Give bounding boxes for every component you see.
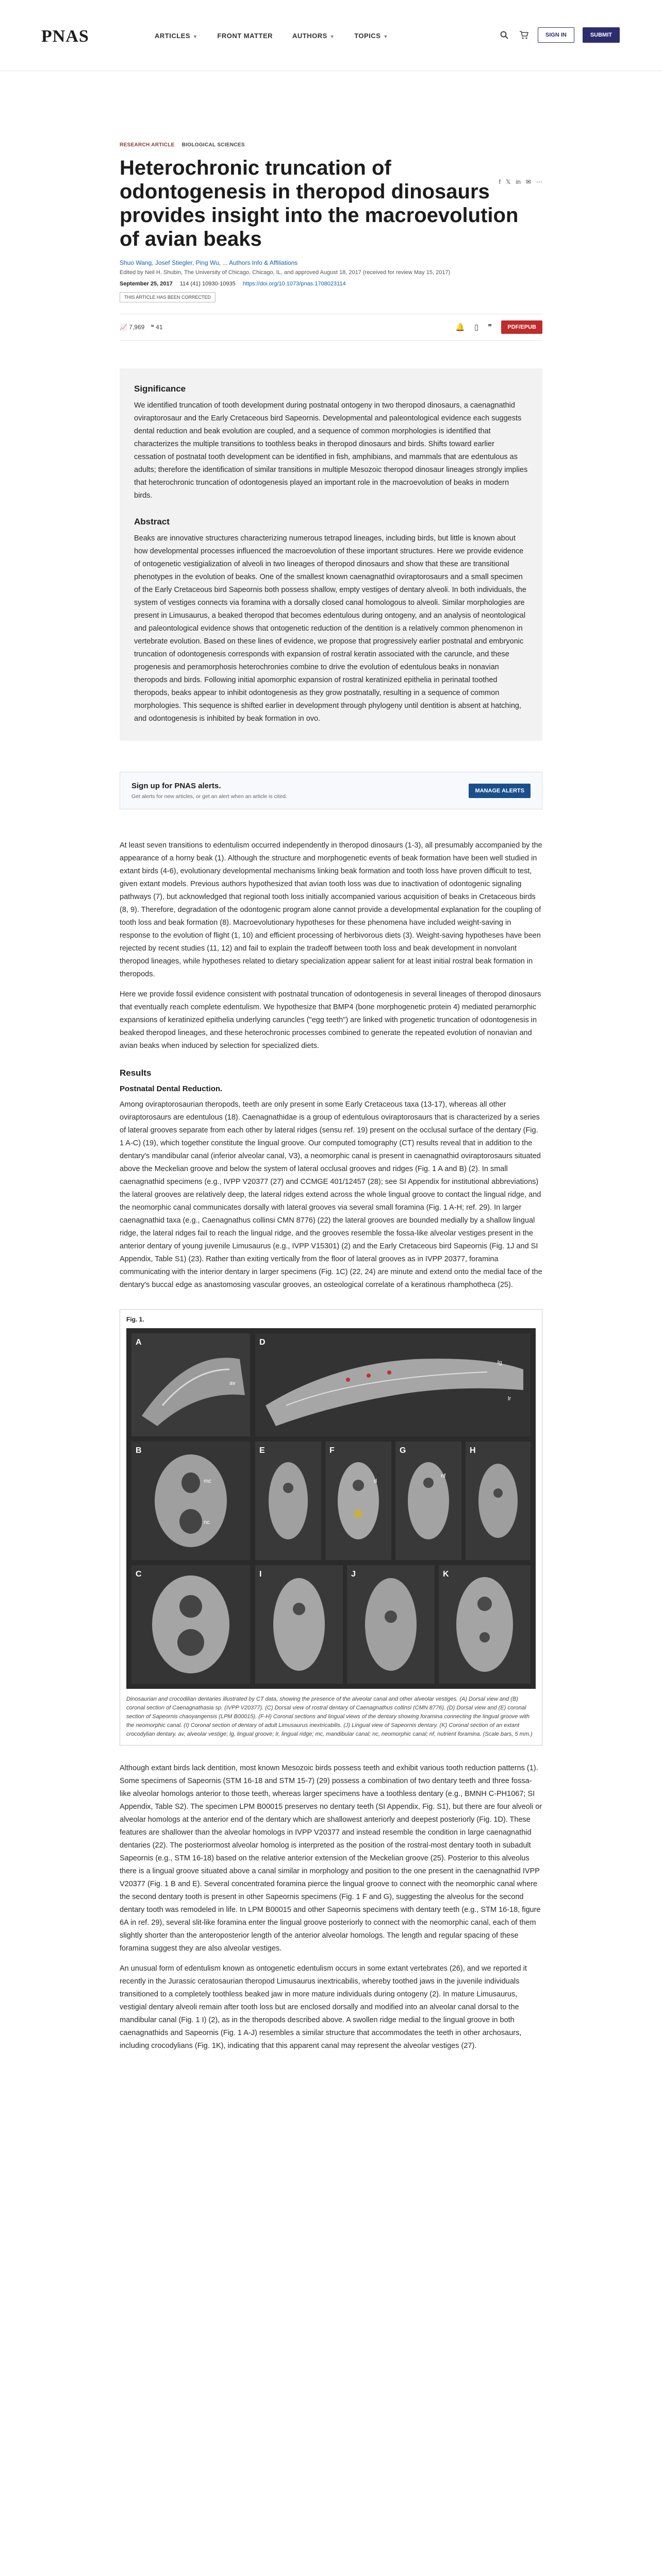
manage-alerts-button[interactable]: MANAGE ALERTS	[469, 784, 531, 798]
linkedin-icon[interactable]: in	[516, 178, 521, 185]
panel-letter-f: F	[329, 1446, 335, 1455]
chevron-down-icon: ▼	[383, 34, 388, 39]
panel-letter-c: C	[136, 1570, 142, 1579]
subsection-heading: Postnatal Dental Reduction.	[120, 1084, 223, 1093]
share-icon[interactable]: ⋯	[536, 178, 542, 185]
annotation-lg: lg	[498, 1360, 502, 1366]
article-body	[120, 839, 542, 2053]
alerts-signup	[120, 772, 542, 809]
stats-bar	[120, 314, 542, 341]
publication-line	[120, 281, 542, 287]
figure-1	[120, 1309, 542, 1745]
article-meta	[120, 142, 542, 148]
panel-letter-b: B	[136, 1446, 142, 1455]
cite-count: 41	[156, 324, 163, 331]
submit-button[interactable]: SUBMIT	[583, 27, 620, 43]
annotation-av: av	[229, 1380, 236, 1386]
volume-pages: 114 (41) 10930-10935	[179, 281, 236, 287]
article-title: Heterochronic truncation of odontogenesis in theropod dinosaurs provides insight into the macroevolution of avian beaks	[120, 157, 519, 250]
site-header	[0, 0, 662, 71]
twitter-icon[interactable]: 𝕏	[505, 178, 511, 185]
doi-link[interactable]: https://doi.org/10.1073/pnas.1708023114	[242, 281, 346, 287]
significance-heading: Significance	[134, 384, 186, 394]
alerts-subtitle: Get alerts for new articles, or get an alert when an article is cited.	[131, 793, 287, 800]
annotation-d: d	[374, 1478, 377, 1484]
views-count-wrap[interactable]	[120, 324, 144, 331]
panel-letter-j: J	[351, 1570, 356, 1579]
panel-letter-d: D	[259, 1338, 266, 1347]
nav-topics-label: TOPICS	[354, 32, 381, 40]
results-heading: Results	[120, 1068, 152, 1078]
chevron-down-icon: ▼	[193, 34, 198, 39]
header-actions	[499, 27, 620, 43]
bell-icon[interactable]: 🔔	[455, 323, 466, 332]
figure-image[interactable]	[126, 1328, 536, 1689]
significance-text: We identified truncation of tooth development during postnatal ontogeny in two theropod dinosaurs, a caenagnathid oviraptorosaur and the Early Cretaceous bird Sapeornis. Developmental and paleontological evidence each suggests dental reduction and beak evolution are coupled, and a sequence of common morphologies is identified that characterizes the multiple transitions to toothless beaks in theropod dinosaurs and birds. Shifts toward earlier cessation of postnatal tooth development can be identified in fish, amphibians, and mammals that are edentulous as adults; therefore the identification of similar transitions in multiple Mesozoic theropod dinosaur lineages strongly implies that heterochronic truncation of odontogenesis played an important role in the macroevolution of beaks in modern birds.	[134, 401, 528, 500]
pdf-button[interactable]: PDF/EPUB	[501, 320, 542, 334]
panel-letter-i: I	[259, 1570, 262, 1579]
article	[120, 71, 542, 2053]
article-section[interactable]: BIOLOGICAL SCIENCES	[181, 142, 245, 148]
annotation-nc: nc	[204, 1519, 210, 1526]
alerts-title: Sign up for PNAS alerts.	[131, 782, 221, 790]
quote-cite-icon[interactable]: ❞	[488, 323, 492, 332]
abstract-text: Beaks are innovative structures characterizing numerous tetrapod lineages, including birds, but little is known about how developmental processes influenced the macroevolution of these important structures. Here we provide evidence of ontogenetic vestigialization of alveoli in two lineages of theropod dinosaurs and show that these are transitional phenotypes in the evolution of beaks. One of the smallest known caenagnathid oviraptorosaurs and a small specimen of the Early Cretaceous bird Sapeornis both possess shallow, empty vestiges of dentary alveoli. In both individuals, the system of vestiges connects via foramina with a dorsally closed canal homologous to alveoli. Similar morphologies are present in Limusaurus, a beaked theropod that becomes edentulous during ontogeny, and an analysis of neontological and paleontological evidence shows that ontogenetic reduction of the dentition is a relatively common phenomenon in vertebrate evolution. Based on these lines of evidence, we propose that progressively earlier postnatal and embryonic truncation of odontogenesis corresponds with expansion of rostral keratin associated with the caruncle, and these progenesis and peramorphosis heterochronies combine to drive the evolution of edentulous beaks in nonavian theropods and birds. Following initial apomorphic expansion of rostral keratinized epithelia in perinatal toothed theropods, beaks appear to inhibit odontogenesis as they grow postnatally, resulting in a sequence of common morphologies. This sequence is shifted earlier in development through phylogeny until dentition is absent at hatching, and odontogenesis is inhibited by beak formation in ovo.	[134, 534, 526, 723]
nav-topics[interactable]	[354, 32, 388, 40]
pnas-logo[interactable]: PNAS	[41, 27, 89, 46]
cart-icon[interactable]	[518, 29, 529, 41]
main-nav	[155, 32, 388, 40]
panel-letter-e: E	[259, 1446, 265, 1455]
panel-letter-g: G	[400, 1446, 406, 1455]
nav-authors[interactable]	[292, 32, 335, 40]
search-icon[interactable]	[499, 29, 510, 41]
edited-by: Edited by Neil H. Shubin, The University of Chicago, Chicago, IL, and approved August 18, 2017 (received for review May 15, 2017)	[120, 269, 451, 276]
share-icons	[499, 178, 542, 185]
nav-articles[interactable]	[155, 32, 197, 40]
article-type[interactable]: RESEARCH ARTICLE	[120, 142, 175, 148]
figure-svg	[126, 1328, 536, 1689]
publication-date: September 25, 2017	[120, 281, 173, 287]
body-paragraph: An unusual form of edentulism known as ontogenetic edentulism occurs in some extant vertebrates (26), and we reported it recently in the Jurassic ceratosaurian theropod Limusaurus inextricabilis, whereby toothed jaws in the juvenile individuals transitioned to a completely toothless beaked jaw in more mature individuals during ontogeny (2). In mature Limusaurus, vestigial dentary alveoli remain after tooth loss but are enclosed dorsally and modified into an alveolar canal dorsal to the mandibular canal (Fig. 1 I) (2), as in the theropods described above. A swollen ridge medial to the lingual groove in both caenagnathids and Sapeornis (Fig. 1 A-J) resembles a similar structure that accommodates the teeth in other archosaurs, including crocodylians (Fig. 1K), indicating that this apparent canal may represent the alveolar vestiges (27).	[120, 1964, 527, 2050]
sign-in-button[interactable]: SIGN IN	[538, 27, 574, 43]
body-paragraph: Among oviraptorosaurian theropods, teeth are only present in some Early Cretaceous taxa (13-17), whereas all other oviraptorosaurs are edentulous (18). Caenagnathidae is a group of edentulous oviraptorosaurs that is characterized by a series of lateral grooves separate from each other by lateral ridges (sensu ref. 19) present on the occlusal surface of the dentary (Fig. 1 A-C) (19), which together constitute the lingual groove. Our computed tomography (CT) results reveal that in addition to the dentary's mandibular canal (inferior alveolar canal, V3), a neomorphic canal is present in caenagnathid oviraptorosaurs situated above the Meckelian groove and below the system of lateral occlusal grooves and ridges (Fig. 1 A and B) (2). In small caenagnathid specimens (e.g., IVPP V20377 (27) and CCMGE 401/12457 (28); see SI Appendix for institutional abbreviations) the lateral grooves are relatively deep, the lateral ridges extend across the whole lingual groove to contact the lingual ridge, and the neomorphic canal communicates dorsally with lateral grooves via several small foramina (Fig. 1 A-H; ref. 29). In larger caenagnathid taxa (e.g., Caenagnathus collinsi CMN 8776) (22) the lateral grooves are bounded medially by a shallow lingual ridge, the lateral ridges fail to reach the lingual ridge, and the grooves resemble the fossa-like alveolar vestiges present in the anterior dentary of young juvenile Limusaurus (e.g., IVPP V15301) (2) and the Early Cretaceous bird Sapeornis (Fig. 1J and SI Appendix, Table S1) (23). Rather than exiting vertically from the floor of lateral grooves as in IVPP 20377, foramina communicating with the interior dentary in larger specimens (Fig. 1C) (22, 24) are minute and extend onto the medial face of the dentary's buccal edge as anastomosing vascular grooves, an osteological correlate of a keratinous rhamphotheca (25).	[120, 1100, 542, 1289]
annotation-lr: lr	[508, 1396, 511, 1402]
body-paragraph: At least seven transitions to edentulism occurred independently in theropod dinosaurs (1-3), all presumably accompanied by the appearance of a horny beak (1). Although the structure and morphogenetic events of beak formation have been well studied in extant birds (4-6), evolutionary developmental mechanisms linking beak formation and tooth loss have proven difficult to test, given extant models. Previous authors hypothesized that avian tooth loss was due to inactivation of odontogenic signaling pathways (7), but acknowledged that regional tooth loss initially accompanied various acquisition of beaks in Cretaceous birds (8, 9). Therefore, degradation of the odontogenic program alone cannot provide a developmental explanation for the coupling of tooth loss and beak formation (8). Macroevolutionary hypotheses for these phenomena have included weight-saving in response to the evolution of flight (1, 10) and efficient processing of herbivorous diets (3). Weight-saving hypotheses have been rejected by recent studies (11, 12) and fail to explain the tradeoff between tooth loss and beak development in nonvolant theropod lineages, while hypotheses related to dietary specialization appear salient for at least initial rostral beak formation in theropods.	[120, 841, 542, 978]
body-paragraph: Although extant birds lack dentition, most known Mesozoic birds possess teeth and exhibit various tooth reduction patterns (1). Some specimens of Sapeornis (STM 16-18 and STM 15-7) (29) possess a combination of two dentary teeth and three fossa-like alveolar homologs anterior to those teeth, whereas larger specimens have a toothless dentary (e.g., BMNH C-PH1067; SI Appendix, Table S2). The specimen LPM B00015 preserves no dentary teeth (SI Appendix, Fig. S1), but there are four alveoli or alveolar homologs at the anterior end of the dentary which are shallowest anteriorly and deepest posteriorly (Fig. 1D). These features are shallower than the alveolar homologs in IVPP V20377 and instead resemble the condition in large caenagnathid dentaries (22). The posteriormost alveolar homolog is interpreted as the position of the rostral-most dentary tooth in subadult Sapeornis (e.g., STM 16-18) based on the relative anterior extension of the Meckelian groove (25). Posterior to this alveolus there is a lingual groove situated above a canal similar in morphology and position to the one present in the caenagnathid IVPP V20377 (Fig. 1 B and E). Several concentrated foramina pierce the lingual groove to connect with the neomorphic canal where the second dentary tooth is present in other Sapeornis specimens (Fig. 1 F and G), suggesting the alveolus for the second dentary tooth was remodeled in life. In LPM B00015 and other Sapeornis specimens with dentary teeth (e.g., STM 16-18, figure 6A in ref. 29), several slit-like foramina enter the lingual groove posteriorly to connect with the neomorphic canal, each of them slightly shorter than the anteroposterior length of the anterior alveolar homologs. The length and regular spacing of these foramina suggest they are also alveolar vestiges.	[120, 1764, 542, 1953]
chart-icon: 📈	[120, 324, 127, 331]
panel-letter-a: A	[136, 1338, 142, 1347]
body-paragraph: Here we provide fossil evidence consistent with postnatal truncation of odontogenesis in several lineages of theropod dinosaurs that eventually reach complete edentulism. We hypothesize that BMP4 (bone morphogenetic protein 4) mediated peramorphic expansions of keratinized epithelia underlying caruncles ("egg teeth") are linked with progenetic truncation of odontogenesis in beaked theropod lineages, and these heterochronic processes combined to generate the repeated evolution of nonavian and avian beaks when induced by selection for specialized diets.	[120, 990, 541, 1050]
email-icon[interactable]: ✉	[525, 178, 531, 185]
annotation-nf: nf	[441, 1473, 446, 1479]
nav-articles-label: ARTICLES	[155, 32, 190, 40]
panel-letter-k: K	[443, 1570, 449, 1579]
abstract-box	[120, 368, 542, 741]
quote-icon: ❝	[151, 324, 154, 331]
views-count: 7,969	[129, 324, 145, 331]
figure-label: Fig. 1.	[126, 1316, 144, 1323]
nav-front-matter-label: FRONT MATTER	[217, 32, 273, 40]
facebook-icon[interactable]: f	[499, 178, 501, 185]
figure-caption: Dinosaurian and crocodilian dentaries illustrated by CT data, showing the presence of the alveolar canal and other alveolar vestiges. (A) Dorsal view and (B) coronal section of Caenagnathasia sp. (IVPP V20377). (C) Dorsal view of rostral dentary of Caenagnathus collinsi (CMN 8776). (D) Dorsal view and (E) coronal section of Sapeornis chaoyangensis (LPM B00015). (F-H) Coronal sections and lingual views of the dentary showing foramina connecting the lingual groove with the neomorphic canal. (I) Coronal section of dentary of adult Limusaurus inextricabilis. (J) Lingual view of Sapeornis dentary. (K) Coronal section of an extant crocodylian dentary. av, alveolar vestige; lg, lingual groove; lr, lingual ridge; mc, mandibular canal; nc, neomorphic canal; nf, nutrient foramina. (Scale bars, 5 mm.)	[126, 1696, 533, 1737]
bookmark-icon[interactable]: ▯	[474, 323, 479, 332]
cite-count-wrap[interactable]	[151, 324, 162, 331]
annotation-mc: mc	[204, 1478, 211, 1484]
corrected-badge[interactable]: THIS ARTICLE HAS BEEN CORRECTED	[120, 292, 216, 302]
nav-front-matter[interactable]	[217, 32, 273, 40]
panel-letter-h: H	[470, 1446, 476, 1455]
article-tools	[455, 320, 542, 334]
nav-authors-label: AUTHORS	[292, 32, 327, 40]
metrics	[120, 324, 163, 331]
author-list[interactable]: Shuo Wang, Josef Stiegler, Ping Wu, ... Authors Info & Affiliations	[120, 259, 298, 266]
abstract-heading: Abstract	[134, 517, 170, 527]
chevron-down-icon: ▼	[329, 34, 335, 39]
